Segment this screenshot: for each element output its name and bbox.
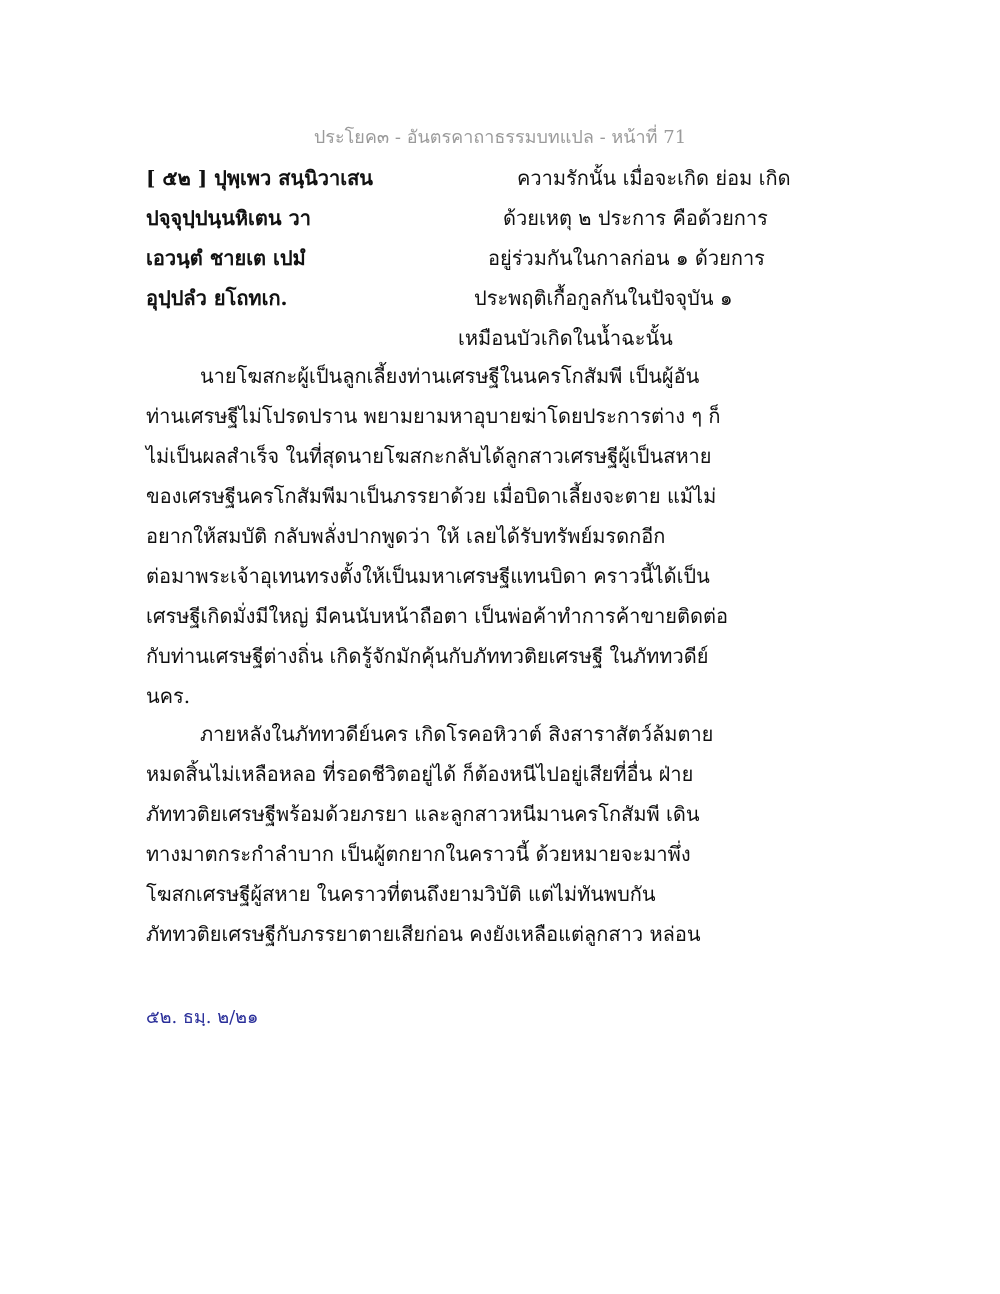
paragraph-line: โฆสกเศรษฐีผู้สหาย ในคราวที่ตนถึงยามวิบัติ แต่ไม่ทันพบกัน (146, 882, 656, 906)
paragraph-line: ทางมาตกระกำลำบาก เป็นผู้ตกยากในคราวนี้ ด้วยหมายจะมาพึ่ง (146, 842, 691, 866)
paragraph-line: ภายหลังในภัททวดีย์นคร เกิดโรคอหิวาต์ สิงสาราสัตว์ล้มตาย (200, 722, 714, 746)
footnote: ๕๒. ธมฺ. ๒/๒๑ (146, 1007, 259, 1028)
paragraph-line: อยากให้สมบัติ กลับพลั่งปากพูดว่า ให้ เลยได้รับทรัพย์มรดกอีก (146, 524, 666, 548)
verse-translation-line: ประพฤติเกื้อกูลกันในปัจจุบัน ๑ (474, 286, 733, 310)
verse-row (0, 242, 1000, 282)
page-header: ประโยค๓ - อันตรคาถาธรรมบทแปล - หน้าที่ 71 (313, 127, 687, 148)
verse-pali-text: ปุพฺเพว สนฺนิวาเสน (214, 166, 373, 190)
paragraph-line: ของเศรษฐีนครโกสัมพีมาเป็นภรรยาด้วย เมื่อบิดาเลี้ยงจะตาย แม้ไม่ (146, 484, 717, 508)
verse-reference: [ ๕๒ ] (146, 166, 208, 190)
paragraph-2 (146, 714, 714, 954)
paragraph-line: ภัททวติยเศรษฐีกับภรรยาตายเสียก่อน คงยังเหลือแต่ลูกสาว หล่อน (146, 922, 701, 946)
verse-translation-line: เหมือนบัวเกิดในน้ำฉะนั้น (458, 326, 673, 350)
verse-pali-line: อุปฺปลํว ยโถทเก. (146, 286, 288, 310)
verse-translation-line: ความรักนั้น เมื่อจะเกิด ย่อม เกิด (517, 166, 791, 190)
verse-row (0, 202, 1000, 242)
paragraph-line: เศรษฐีเกิดมั่งมีใหญ่ มีคนนับหน้าถือตา เป็นพ่อค้าทำการค้าขายติดต่อ (146, 604, 729, 628)
paragraph-1 (146, 356, 729, 716)
verse-pali-line: เอวนฺตํ ชายเต เปมํ (146, 246, 306, 270)
paragraph-line: ภัททวติยเศรษฐีพร้อมด้วยภรยา และลูกสาวหนีมานครโกสัมพี เดิน (146, 802, 700, 826)
verse-pali-line (146, 162, 373, 194)
paragraph-line: ไม่เป็นผลสำเร็จ ในที่สุดนายโฆสกะกลับได้ลูกสาวเศรษฐีผู้เป็นสหาย (146, 444, 712, 468)
verse-row (0, 282, 1000, 322)
paragraph-line: นคร. (146, 684, 191, 708)
verse-translation-line: ด้วยเหตุ ๒ ประการ คือด้วยการ (503, 206, 768, 230)
paragraph-line: ท่านเศรษฐีไม่โปรดปราน พยามยามหาอุบายฆ่าโดยประการต่าง ๆ ก็ (146, 404, 721, 428)
paragraph-line: ต่อมาพระเจ้าอุเทนทรงตั้งให้เป็นมหาเศรษฐีแทนบิดา คราวนี้ได้เป็น (146, 564, 710, 588)
verse-translation-line: อยู่ร่วมกันในกาลก่อน ๑ ด้วยการ (488, 246, 765, 270)
verse-row (0, 162, 1000, 202)
verse-pali-line: ปจฺจุปฺปนฺนหิเตน วา (146, 206, 311, 230)
paragraph-line: กับท่านเศรษฐีต่างถิ่น เกิดรู้จักมักคุ้นกับภัททวติยเศรษฐี ในภัททวดีย์ (146, 644, 709, 668)
paragraph-line: หมดสิ้นไม่เหลือหลอ ที่รอดชีวิตอยู่ได้ ก็ต้องหนีไปอยู่เสียที่อื่น ฝ่าย (146, 762, 694, 786)
paragraph-line: นายโฆสกะผู้เป็นลูกเลี้ยงท่านเศรษฐีในนครโกสัมพี เป็นผู้อัน (200, 364, 700, 388)
